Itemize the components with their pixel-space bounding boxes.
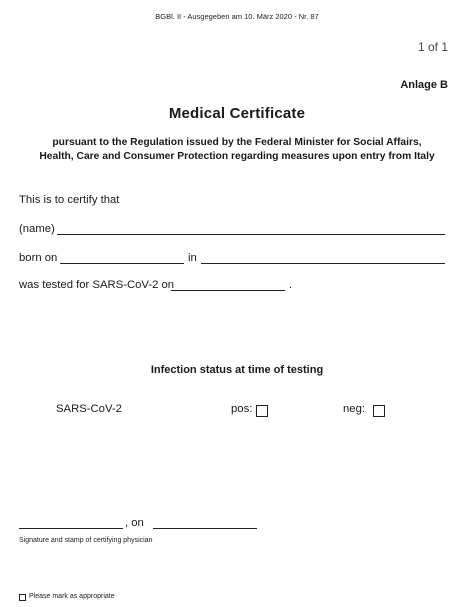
birthplace-field-line[interactable] bbox=[201, 263, 445, 264]
signature-caption: Signature and stamp of certifying physician bbox=[19, 537, 153, 544]
signature-on-label: , on bbox=[125, 517, 144, 529]
tested-suffix: . bbox=[289, 279, 293, 291]
signature-field-line[interactable] bbox=[19, 528, 123, 529]
subtitle-line-1: pursuant to the Regulation issued by the Federal Minister for Social Affairs, bbox=[52, 137, 422, 148]
neg-checkbox[interactable] bbox=[373, 405, 385, 417]
birth-date-field-line[interactable] bbox=[60, 263, 184, 264]
test-name: SARS-CoV-2 bbox=[56, 403, 122, 415]
subtitle-line-2: Health, Care and Consumer Protection regarding measures upon entry from Italy bbox=[39, 151, 435, 162]
birthplace-label: in bbox=[188, 252, 197, 264]
neg-label: neg: bbox=[343, 403, 365, 415]
footnote-checkbox-icon bbox=[19, 594, 26, 601]
tested-label: was tested for SARS-CoV-2 on bbox=[19, 279, 175, 291]
page-number: 1 of 1 bbox=[417, 40, 448, 54]
annex-label: Anlage B bbox=[400, 79, 448, 91]
test-date-field-line[interactable] bbox=[171, 290, 285, 291]
pos-label: pos: bbox=[231, 403, 253, 415]
document-subtitle bbox=[0, 136, 474, 164]
infection-status-heading: Infection status at time of testing bbox=[150, 364, 324, 376]
pos-checkbox[interactable] bbox=[256, 405, 268, 417]
born-label: born on bbox=[19, 252, 58, 264]
gazette-header: BGBl. II - Ausgegeben am 10. März 2020 - Nr. 87 bbox=[155, 12, 319, 21]
certify-text: This is to certify that bbox=[19, 194, 120, 206]
footnote-text: Please mark as appropriate bbox=[29, 593, 115, 600]
document-title: Medical Certificate bbox=[168, 105, 306, 122]
name-field-line[interactable] bbox=[57, 234, 445, 235]
name-label: (name) bbox=[19, 223, 55, 235]
signature-date-field-line[interactable] bbox=[153, 528, 257, 529]
